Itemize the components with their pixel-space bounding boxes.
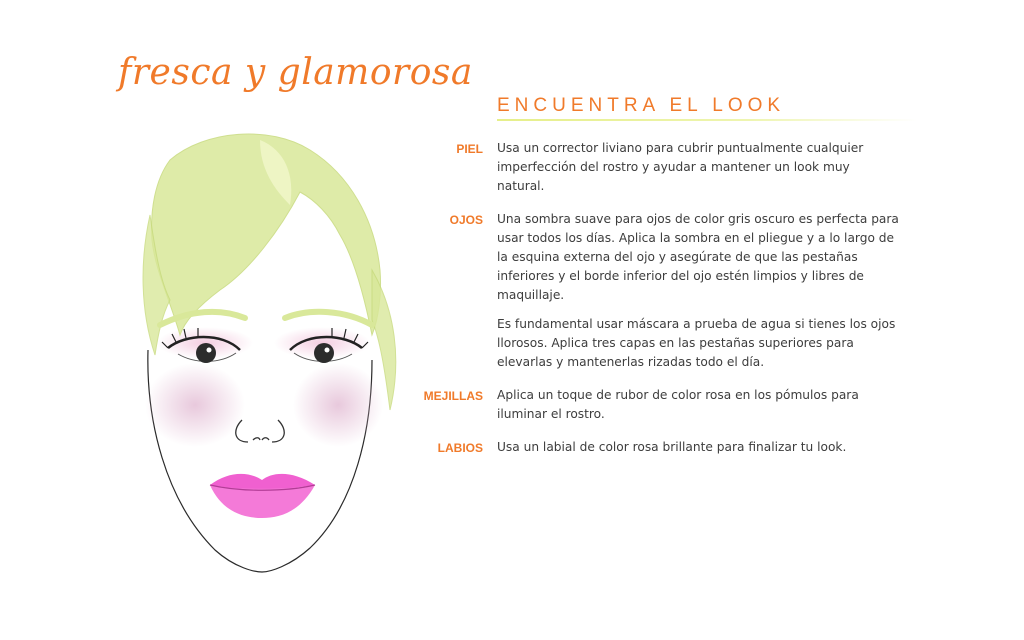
left-blush — [145, 363, 245, 447]
tip-label: OJOS — [449, 213, 483, 227]
tip-ojos — [420, 210, 900, 372]
lips — [210, 474, 315, 518]
page-title: fresca y glamorosa — [118, 52, 473, 93]
heading-divider — [497, 119, 917, 121]
nose — [236, 420, 285, 442]
tip-mejillas — [420, 386, 900, 424]
tip-text: Usa un corrector liviano para cubrir puntualmente cualquier imperfección del rostro y ayudar a mantener un look muy natural. — [497, 141, 864, 193]
section-heading: ENCUENTRA EL LOOK — [497, 95, 786, 116]
tip-label: PIEL — [456, 142, 483, 156]
tip-labios — [420, 438, 900, 458]
tip-label: LABIOS — [437, 441, 483, 455]
tip-text: Usa un labial de color rosa brillante para finalizar tu look. — [497, 440, 847, 454]
tip-text: Es fundamental usar máscara a prueba de agua si tienes los ojos llorosos. Aplica tres capas en las pestañas superiores para elevarlas y mantenerlas rizadas todo el día. — [497, 317, 896, 369]
tip-label: MEJILLAS — [423, 389, 483, 403]
tip-text: Una sombra suave para ojos de color gris oscuro es perfecta para usar todos los días. Aplica la sombra en el pliegue y a lo largo de la esquina externa del ojo y asegúrate de que las pestañas inferiores y el borde inferior del ojo estén limpios y libres de maquillaje. — [497, 212, 899, 302]
tip-text: Aplica un toque de rubor de color rosa en los pómulos para iluminar el rostro. — [497, 388, 859, 421]
right-blush — [293, 363, 383, 447]
right-eyebrow — [285, 312, 372, 325]
tips-list — [420, 139, 900, 472]
tip-piel — [420, 139, 900, 196]
face-illustration — [110, 120, 410, 590]
